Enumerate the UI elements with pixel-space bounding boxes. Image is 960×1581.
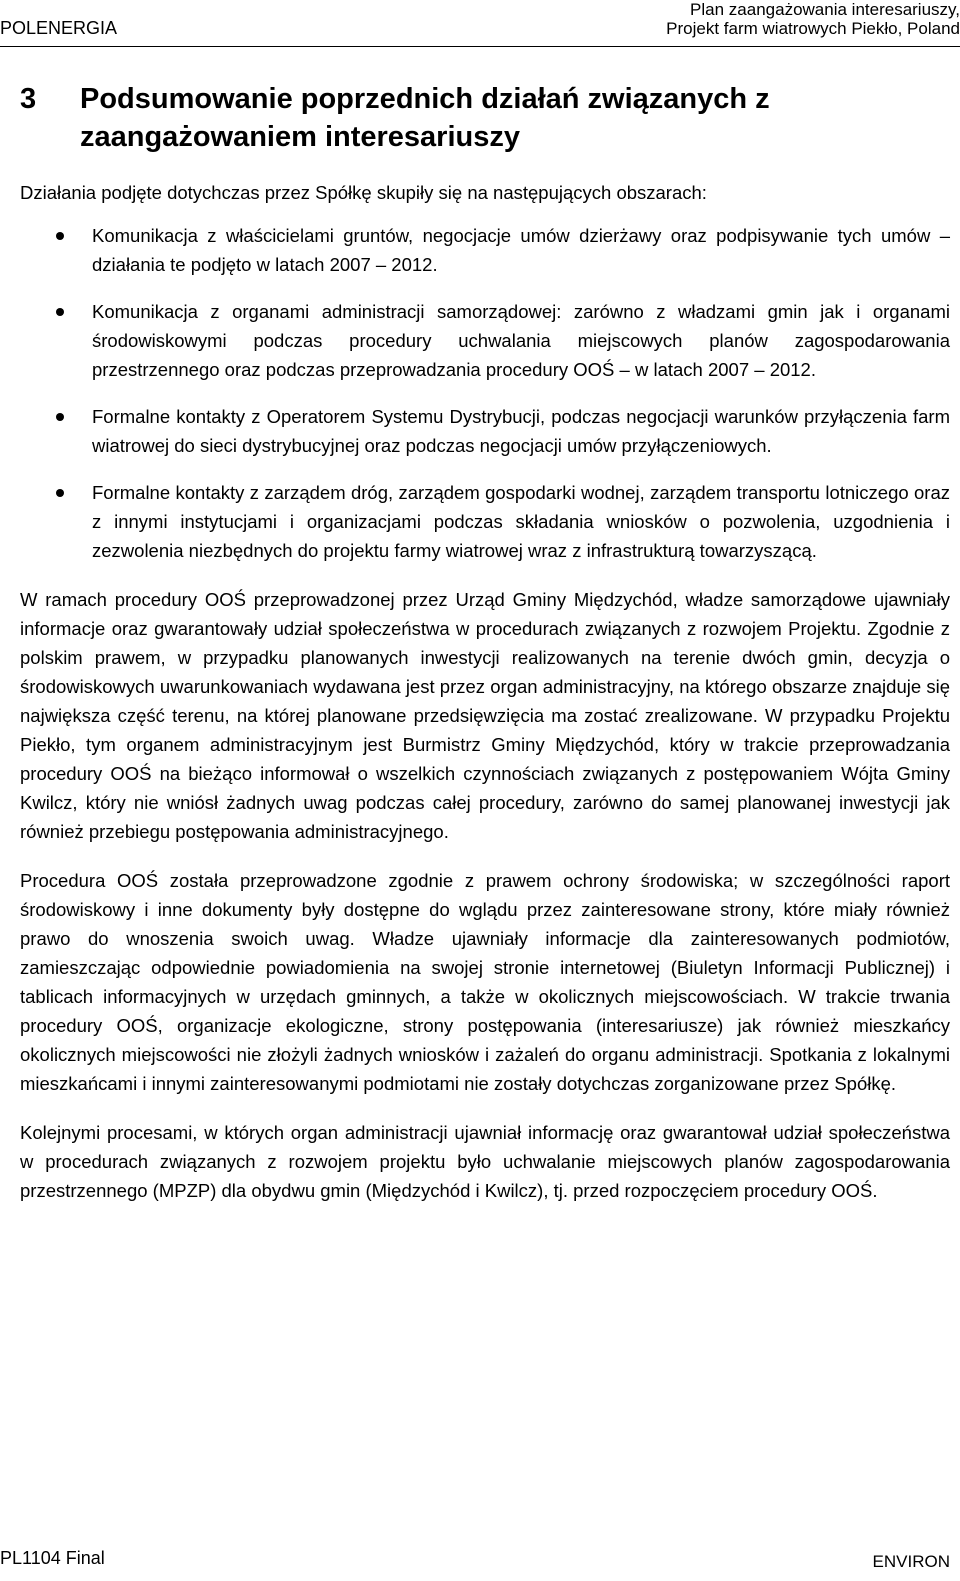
header-doc-title-line1: Plan zaangażowania interesariuszy, xyxy=(690,0,960,19)
bullet-icon xyxy=(56,489,64,497)
list-item xyxy=(20,221,950,279)
list-item-text: Formalne kontakty z Operatorem Systemu Dystrybucji, podczas negocjacji warunków przyłączenia farm wiatrowej do sieci dystrybucyjnej oraz podczas negocjacji umów przyłączeniowych. xyxy=(92,406,950,456)
bullet-icon xyxy=(56,308,64,316)
intro-text: Działania podjęte dotychczas przez Spółkę skupiły się na następujących obszarach: xyxy=(20,182,707,203)
bullet-list xyxy=(20,221,950,565)
footer-company: ENVIRON xyxy=(872,1552,950,1571)
list-item-text: Formalne kontakty z zarządem dróg, zarządem gospodarki wodnej, zarządem transportu lotniczego oraz z innymi instytucjami i organizacjami podczas składania wniosków o pozwolenia, uzgodnienia i zezwolenia niezbędnych do projektu farmy wiatrowej wraz z infrastrukturą towarzyszącą. xyxy=(92,482,950,561)
section-number: 3 xyxy=(20,83,37,115)
bullet-icon xyxy=(56,232,64,240)
section-title: Podsumowanie poprzednich działań związanych z zaangażowaniem interesariuszy xyxy=(80,83,770,153)
header-company: POLENERGIA xyxy=(0,18,118,38)
paragraph: Kolejnymi procesami, w których organ administracji ujawniał informację oraz gwarantował udział społeczeństwa w procedurach związanych z rozwojem projektu było uchwalanie miejscowych planów zagospodarowania przestrzennego (MPZP) dla obydwu gmin (Międzychód i Kwilcz), tj. przed rozpoczęciem procedury OOŚ. xyxy=(20,1122,950,1201)
header-divider xyxy=(0,46,960,47)
page-body xyxy=(20,80,950,1205)
list-item xyxy=(20,402,950,460)
header-doc-title xyxy=(666,0,960,38)
header-doc-title-line2: Projekt farm wiatrowych Piekło, Poland xyxy=(666,19,960,38)
list-item-text: Komunikacja z organami administracji samorządowej: zarówno z władzami gmin jak i organami środowiskowymi podczas procedury uchwalania miejscowych planów zagospodarowania przestrzennego oraz podczas przeprowadzania procedury OOŚ – w latach 2007 – 2012. xyxy=(92,301,950,380)
section-heading xyxy=(20,80,950,156)
list-item xyxy=(20,478,950,565)
list-item xyxy=(20,297,950,384)
bullet-icon xyxy=(56,413,64,421)
list-item-text: Komunikacja z właścicielami gruntów, negocjacje umów dzierżawy oraz podpisywanie tych umów – działania te podjęto w latach 2007 – 2012. xyxy=(92,225,950,275)
paragraph: Procedura OOŚ została przeprowadzone zgodnie z prawem ochrony środowiska; w szczególności raport środowiskowy i inne dokumenty były dostępne do wglądu przez zainteresowane strony, które miały również prawo do wnoszenia swoich uwag. Władze ujawniały informacje dla zainteresowanych podmiotów, zamieszczając odpowiednie powiadomienia na swojej stronie internetowej (Biuletyn Informacji Publicznej) i tablicach informacyjnych w urzędach gminnych, a także w okolicznych miejscowościach. W trakcie trwania procedury OOŚ, organizacje ekologiczne, strony postępowania (interesariusze) jak również mieszkańcy okolicznych miejscowości nie złożyli żadnych wniosków i zażaleń do organu administracji. Spotkania z lokalnymi mieszkańcami i innymi zainteresowanymi podmiotami nie zostały dotychczas zorganizowane przez Spółkę. xyxy=(20,870,950,1094)
paragraph: W ramach procedury OOŚ przeprowadzonej przez Urząd Gminy Międzychód, władze samorządowe ujawniały informacje oraz gwarantowały udział społeczeństwa w procedurach związanych z rozwojem Projektu. Zgodnie z polskim prawem, w przypadku planowanych inwestycji realizowanych na terenie dwóch gmin, decyzja o środowiskowych uwarunkowaniach wydawana jest przez organ administracyjny, na którego obszarze znajduje się największa część terenu, na której planowane przedsięwzięcia ma zostać zrealizowane. W przypadku Projektu Piekło, tym organem administracyjnym jest Burmistrz Gminy Międzychód, który w trakcie przeprowadzania procedury OOŚ na bieżąco informował o wszelkich czynnościach związanych z postępowaniem Wójta Gminy Kwilcz, który nie wniósł żadnych uwag podczas całej procedury, zarówno do samej planowanej inwestycji jak również przebiegu postępowania administracyjnego. xyxy=(20,589,950,842)
footer-doc-id: PL1104 Final xyxy=(0,1548,105,1568)
